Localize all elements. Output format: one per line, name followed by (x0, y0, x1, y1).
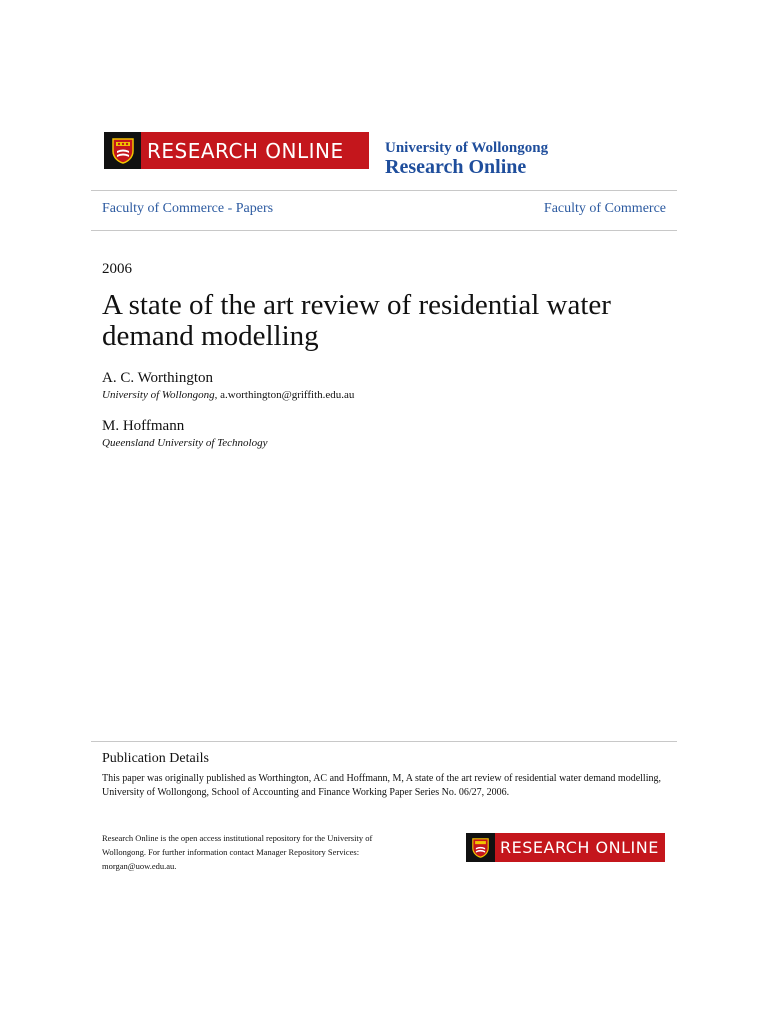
institution: Queensland University of Technology (102, 437, 268, 449)
shield-icon (104, 132, 141, 169)
faculty-link[interactable]: Faculty of Commerce (543, 201, 666, 216)
research-online-logo[interactable] (104, 132, 369, 169)
divider (91, 190, 677, 191)
footer-text: Research Online is the open access institutional repository for the University of Wollongong. For further information contact Manager Repository Services: morgan@uow.edu.au. (102, 833, 373, 871)
university-name[interactable]: University of Wollongong (385, 140, 549, 156)
divider (91, 230, 677, 231)
faculty-papers-link[interactable]: Faculty of Commerce - Papers (102, 201, 274, 216)
divider (91, 741, 677, 742)
shield-icon (466, 833, 495, 862)
author-name: A. C. Worthington (102, 370, 214, 386)
institution: University of Wollongong (102, 389, 215, 401)
publication-details-heading: Publication Details (102, 751, 209, 766)
logo-text: RESEARCH ONLINE (147, 138, 344, 163)
publication-year: 2006 (102, 261, 132, 277)
paper-title: A state of the art review of residential water demand modelling (102, 289, 611, 352)
author-affiliation (102, 389, 354, 401)
publication-details-text: This paper was originally published as Worthington, AC and Hoffmann, M, A state of the art review of residential water demand modelling, University of Wollongong, School of Accounting and Finance Working Paper Series No. 06/27, 2006. (102, 773, 661, 798)
author-email[interactable]: , a.worthington@griffith.edu.au (214, 389, 355, 401)
repository-name[interactable]: Research Online (385, 156, 527, 178)
logo-text: RESEARCH ONLINE (500, 838, 659, 857)
research-online-footer-logo[interactable] (466, 833, 665, 862)
author-affiliation (102, 437, 267, 449)
author-name: M. Hoffmann (102, 418, 185, 434)
